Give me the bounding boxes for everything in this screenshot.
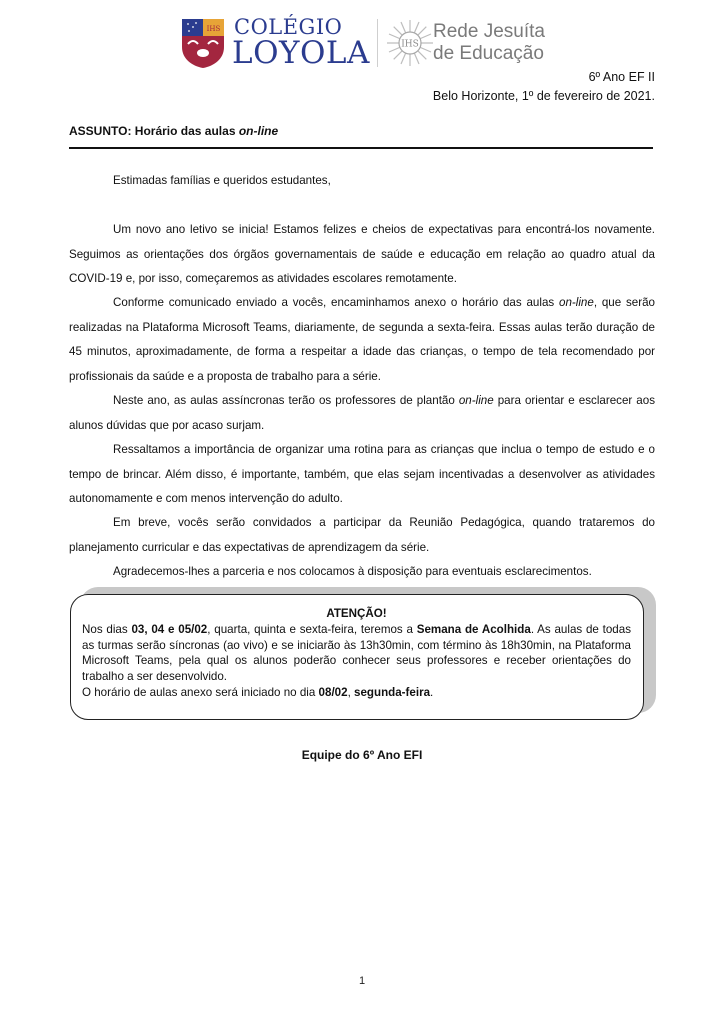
paragraph-5: Em breve, vocês serão convidados a participar da Reunião Pedagógica, quando trataremos do planejamento curricular e das expectativas de aprendizagem da série. xyxy=(69,516,655,554)
notice-text: . xyxy=(430,685,434,699)
header-logos xyxy=(180,15,550,73)
notice-text: Nos dias xyxy=(82,622,132,636)
notice-text: , xyxy=(347,685,355,699)
p2-text-b: , que serão realizadas na Plataforma Microsoft Teams, diariamente, de segunda a sexta-feira. Essas aulas terão duração de 45 minutos, aproximadamente, de forma a respeitar a idade das crianças, o tempo de tela recomendado por profissionais da saúde e a proposta de trabalho para a série. xyxy=(69,296,655,383)
notice-week-name: Semana de Acolhida xyxy=(416,622,531,636)
notice-title: ATENÇÃO! xyxy=(326,607,387,620)
p2-italic: on-line xyxy=(559,296,594,309)
notice-dates: 03, 04 e 05/02 xyxy=(131,622,208,636)
p3-italic: on-line xyxy=(458,394,494,407)
network-name-line2: de Educação xyxy=(433,43,544,64)
p3-text-b: para orientar e esclarecer aos alunos dúvidas que por acaso surjam. xyxy=(69,394,655,432)
network-name-line1: Rede Jesuíta xyxy=(433,21,545,42)
jesuit-sun-emblem xyxy=(385,18,435,68)
subject-label: ASSUNTO: Horário das aulas xyxy=(69,124,239,138)
school-name-line1: COLÉGIO xyxy=(234,15,343,39)
notice-box xyxy=(70,594,644,720)
school-shield-logo xyxy=(180,17,226,69)
notice-text: . As aulas de todas as turmas serão síncronas (ao vivo) e se iniciarão às 13h30min, com término às 18h30min, na Plataforma Microsoft Teams, pela qual os alunos poderão conhecer seus professores e receber orientações do trabalho a ser desenvolvido. xyxy=(82,622,632,684)
paragraph-4: Ressaltamos a importância de organizar uma rotina para as crianças que inclua o tempo de estudo e o tempo de brincar. Além disso, é importante, também, que elas sejam incentivadas a desenvolver as atividades autonomamente e com menos intervenção do adulto. xyxy=(69,443,655,505)
notice-line-2 xyxy=(82,685,631,701)
paragraph-2 xyxy=(69,291,655,389)
notice-start-day: segunda-feira xyxy=(354,685,431,699)
paragraph-3 xyxy=(69,389,655,438)
greeting: Estimadas famílias e queridos estudantes, xyxy=(113,174,331,187)
logo-divider xyxy=(377,19,378,67)
place-date: Belo Horizonte, 1º de fevereiro de 2021. xyxy=(432,89,655,103)
notice-text: , quarta, quinta e sexta-feira, teremos a xyxy=(207,622,417,636)
page-number: 1 xyxy=(358,975,366,987)
paragraph-6: Agradecemos-lhes a parceria e nos colocamos à disposição para eventuais esclarecimentos. xyxy=(113,565,592,578)
class-label: 6º Ano EF II xyxy=(588,70,655,84)
svg-text:IHS: IHS xyxy=(401,39,419,50)
notice-start-date: 08/02 xyxy=(318,685,348,699)
subject-rule xyxy=(69,147,653,149)
p3-text-a: Neste ano, as aulas assíncronas terão os professores de plantão xyxy=(113,394,459,407)
notice-line-1 xyxy=(82,622,631,685)
p2-text-a: Conforme comunicado enviado a vocês, encaminhamos anexo o horário das aulas xyxy=(113,296,559,309)
school-name-line2: LOYOLA xyxy=(232,35,370,71)
signature: Equipe do 6º Ano EFI xyxy=(301,748,423,762)
svg-text:IHS: IHS xyxy=(206,25,221,33)
notice-text: O horário de aulas anexo será iniciado no dia xyxy=(82,685,319,699)
subject-italic: on-line xyxy=(238,124,279,138)
paragraph-1: Um novo ano letivo se inicia! Estamos felizes e cheios de expectativas para encontrá-los novamente. Seguimos as orientações dos órgãos governamentais de saúde e educação em relação ao quadro atual da COVID-19 e, por isso, começaremos as atividades escolares remotamente. xyxy=(69,223,655,285)
subject-line xyxy=(69,124,278,138)
